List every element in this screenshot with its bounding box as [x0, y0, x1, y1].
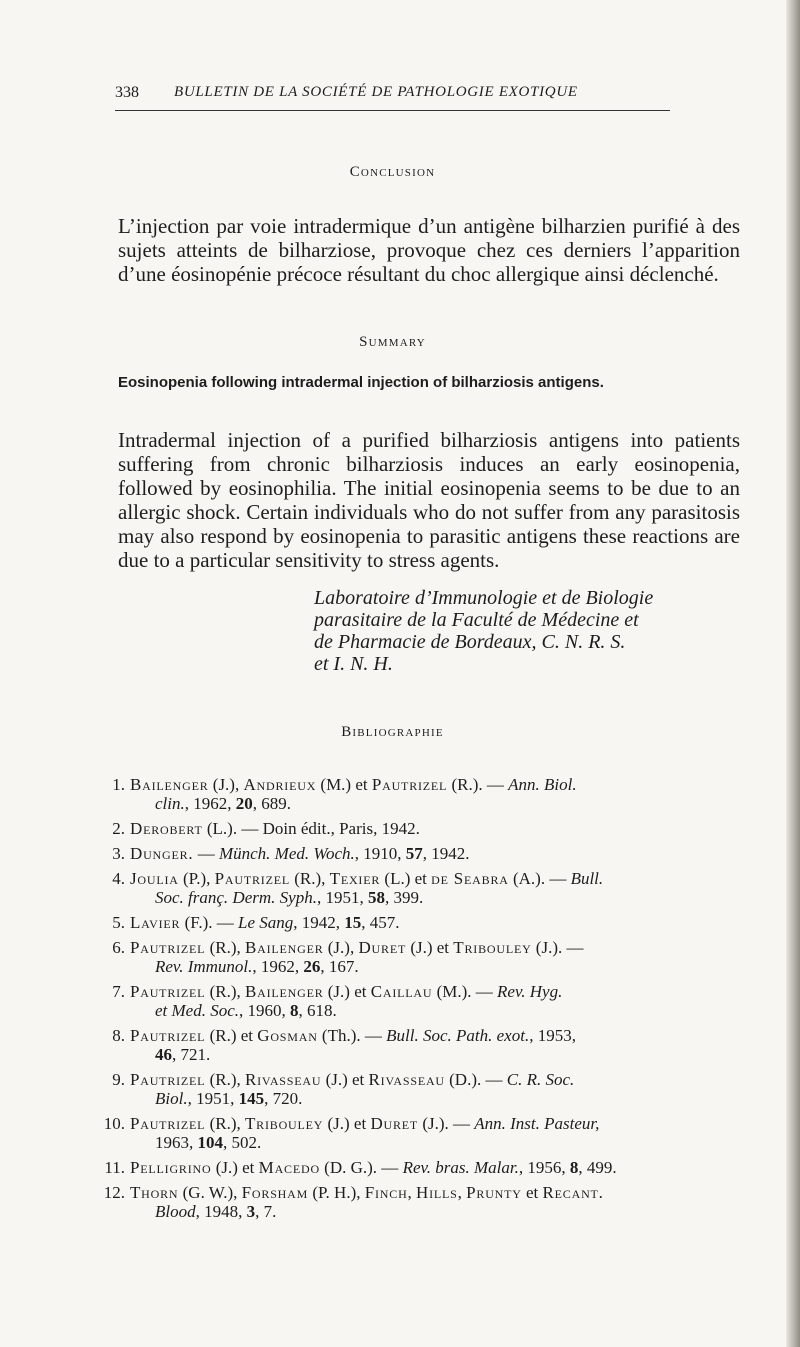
bibliography-item: [112, 844, 740, 863]
bibliography-continuation: 46, 721.: [155, 1045, 211, 1064]
author-name: Thorn: [130, 1183, 179, 1202]
volume-number: 26: [303, 957, 321, 976]
bibliography-continuation: clin., 1962, 20, 689.: [155, 794, 291, 813]
journal-title: clin.: [155, 794, 185, 813]
author-name: Andrieux: [243, 775, 317, 794]
bibliography-entry: Pautrizel (R.), Bailenger (J.), Duret (J.) et Tribouley (J.). —: [130, 938, 584, 957]
bibliography-item: [104, 1158, 740, 1177]
author-name: Pautrizel: [371, 775, 448, 794]
bibliography-number: 2.: [112, 819, 125, 838]
affiliation-line: Laboratoire d’Immunologie et de Biologie: [314, 587, 654, 609]
author-name: Recant.: [542, 1183, 604, 1202]
author-name: Pautrizel: [214, 869, 290, 888]
volume-number: 57: [405, 844, 423, 863]
journal-title: et Med. Soc.: [155, 1001, 240, 1020]
author-name: Pautrizel: [130, 1026, 206, 1045]
bibliography-item: [112, 1070, 740, 1108]
author-name: de Seabra: [431, 869, 509, 888]
bibliography-item: [112, 869, 740, 907]
author-name: Texier: [329, 869, 381, 888]
journal-title: Bull.: [570, 869, 604, 888]
volume-number: 3: [246, 1202, 256, 1221]
bibliography-number: 9.: [112, 1070, 125, 1089]
journal-title: Ann. Biol.: [508, 775, 577, 794]
bibliography-number: 10.: [103, 1114, 125, 1133]
author-name: Pelligrino: [130, 1158, 212, 1177]
journal-title: Ann. Inst. Pasteur,: [474, 1114, 600, 1133]
bibliography-continuation: Blood, 1948, 3, 7.: [155, 1202, 277, 1221]
author-affiliation: [314, 587, 744, 675]
bibliography-number: 1.: [112, 775, 125, 794]
bibliography-item: [112, 982, 740, 1020]
conclusion-heading: Conclusion: [349, 164, 436, 180]
bibliography-continuation: Biol., 1951, 145, 720.: [155, 1089, 303, 1108]
page-number: 338: [115, 84, 139, 101]
running-title: BULLETIN DE LA SOCIÉTÉ DE PATHOLOGIE EXOTIQUE: [174, 84, 578, 100]
author-name: Tribouley: [453, 938, 532, 957]
affiliation-line: de Pharmacie de Bordeaux, C. N. R. S.: [314, 631, 626, 653]
journal-title: Rev. Immunol.: [155, 957, 253, 976]
journal-title: Blood: [155, 1202, 196, 1221]
bibliography-item: [103, 1114, 740, 1152]
bibliography-entry: Pelligrino (J.) et Macedo (D. G.). — Rev. bras. Malar., 1956, 8, 499.: [130, 1158, 617, 1177]
author-name: Forsham: [241, 1183, 309, 1202]
author-name: Pautrizel: [130, 982, 206, 1001]
bibliography-item: [112, 913, 740, 932]
bibliography-item: [112, 1026, 740, 1064]
author-name: Rivasseau: [368, 1070, 445, 1089]
journal-title: Münch. Med. Woch.: [218, 844, 355, 863]
author-name: Pautrizel: [130, 1114, 206, 1133]
bibliography-item: [112, 819, 740, 838]
author-name: Dunger.: [130, 844, 194, 863]
author-name: Bailenger: [244, 982, 324, 1001]
bibliography-number: 3.: [112, 844, 125, 863]
volume-number: 15: [344, 913, 362, 932]
bibliography-number: 12.: [103, 1183, 125, 1202]
author-name: Hills: [416, 1183, 458, 1202]
bibliography-entry: Lavier (F.). — Le Sang, 1942, 15, 457.: [130, 913, 400, 932]
volume-number: 104: [197, 1133, 223, 1152]
bibliography-entry: Thorn (G. W.), Forsham (P. H.), Finch, Hills, Prunty et Recant.: [130, 1183, 604, 1202]
author-name: Gosman: [257, 1026, 318, 1045]
bibliography-number: 6.: [112, 938, 125, 957]
affiliation-line: parasitaire de la Faculté de Médecine et: [314, 609, 639, 631]
bibliography-entry: Pautrizel (R.), Tribouley (J.) et Duret (J.). — Ann. Inst. Pasteur,: [130, 1114, 600, 1133]
volume-number: 145: [238, 1089, 265, 1108]
affiliation-line: et I. N. H.: [314, 653, 393, 675]
bibliography-entry: Dunger. — Münch. Med. Woch., 1910, 57, 1942.: [130, 844, 470, 863]
bibliography-number: 8.: [112, 1026, 125, 1045]
journal-title: Rev. Hyg.: [497, 982, 563, 1001]
bibliography-continuation: 1963, 104, 502.: [155, 1133, 262, 1152]
volume-number: 8: [569, 1158, 579, 1177]
author-name: Joulia: [130, 869, 179, 888]
journal-title: C. R. Soc.: [506, 1070, 575, 1089]
bibliography-number: 11.: [104, 1158, 125, 1177]
author-name: Derobert: [130, 819, 203, 838]
bibliography-heading: Bibliographie: [341, 724, 444, 740]
journal-title: Biol.: [155, 1089, 188, 1108]
journal-title: Soc. franç. Derm. Syph.: [155, 888, 317, 907]
journal-title: Bull. Soc. Path. exot.: [386, 1026, 530, 1045]
bibliography-number: 5.: [112, 913, 125, 932]
volume-number: 20: [235, 794, 253, 813]
page-edge-shadow: [786, 0, 800, 1347]
bibliography-entry: Pautrizel (R.) et Gosman (Th.). — Bull. Soc. Path. exot., 1953,: [130, 1026, 576, 1045]
volume-number: 8: [290, 1001, 299, 1020]
author-name: Caillau: [370, 982, 433, 1001]
bibliography-number: 4.: [112, 869, 125, 888]
journal-title: Rev. bras. Malar.: [402, 1158, 519, 1177]
volume-number: 46: [155, 1045, 172, 1064]
author-name: Lavier: [130, 913, 181, 932]
author-name: Bailenger: [244, 938, 324, 957]
page-header: [115, 80, 670, 111]
author-name: Macedo: [258, 1158, 320, 1177]
bibliography-number: 7.: [112, 982, 125, 1001]
bibliography-entry: Joulia (P.), Pautrizel (R.), Texier (L.) et de Seabra (A.). — Bull.: [130, 869, 604, 888]
bibliography-item: [103, 1183, 740, 1221]
author-name: Rivasseau: [244, 1070, 322, 1089]
summary-heading: Summary: [359, 334, 426, 350]
author-name: Bailenger: [130, 775, 209, 794]
bibliography-item: [112, 938, 740, 976]
conclusion-paragraph: L’injection par voie intradermique d’un antigène bilharzien purifié à des sujets atteints de bilharziose, provoque chez ces derniers l’apparition d’une éosinopénie précoce résultant du choc allergique ainsi déclenché.: [118, 214, 740, 286]
journal-title: Le Sang: [237, 913, 294, 932]
bibliography-continuation: et Med. Soc., 1960, 8, 618.: [155, 1001, 337, 1020]
volume-number: 58: [367, 888, 385, 907]
author-name: Duret: [358, 938, 407, 957]
author-name: Prunty: [466, 1183, 522, 1202]
author-name: Duret: [370, 1114, 419, 1133]
author-name: Pautrizel: [130, 1070, 206, 1089]
bibliography-item: [112, 775, 740, 813]
author-name: Tribouley: [244, 1114, 324, 1133]
author-name: Finch: [364, 1183, 408, 1202]
author-name: Pautrizel: [130, 938, 206, 957]
bibliography-continuation: Soc. franç. Derm. Syph., 1951, 58, 399.: [155, 888, 424, 907]
bibliography-entry: Pautrizel (R.), Bailenger (J.) et Caillau (M.). — Rev. Hyg.: [130, 982, 563, 1001]
bibliography-continuation: Rev. Immunol., 1962, 26, 167.: [155, 957, 359, 976]
summary-title: Eosinopenia following intradermal injection of bilharziosis antigens.: [118, 374, 604, 391]
bibliography-entry: Derobert (L.). — Doin édit., Paris, 1942.: [130, 819, 420, 838]
bibliography-entry: Bailenger (J.), Andrieux (M.) et Pautrizel (R.). — Ann. Biol.: [130, 775, 577, 794]
bibliography-entry: Pautrizel (R.), Rivasseau (J.) et Rivasseau (D.). — C. R. Soc.: [130, 1070, 575, 1089]
bibliography-list: [103, 775, 740, 1227]
summary-paragraph: Intradermal injection of a purified bilharziosis antigens into patients suffering from chronic bilharziosis induces an early eosinopenia, followed by eosinophilia. The initial eosinopenia seems to be due to an allergic shock. Certain individuals who do not suffer from any parasitosis may also respond by eosinopenia to parasitic antigens these reactions are due to a particular sensitivity to stress agents.: [118, 428, 740, 572]
